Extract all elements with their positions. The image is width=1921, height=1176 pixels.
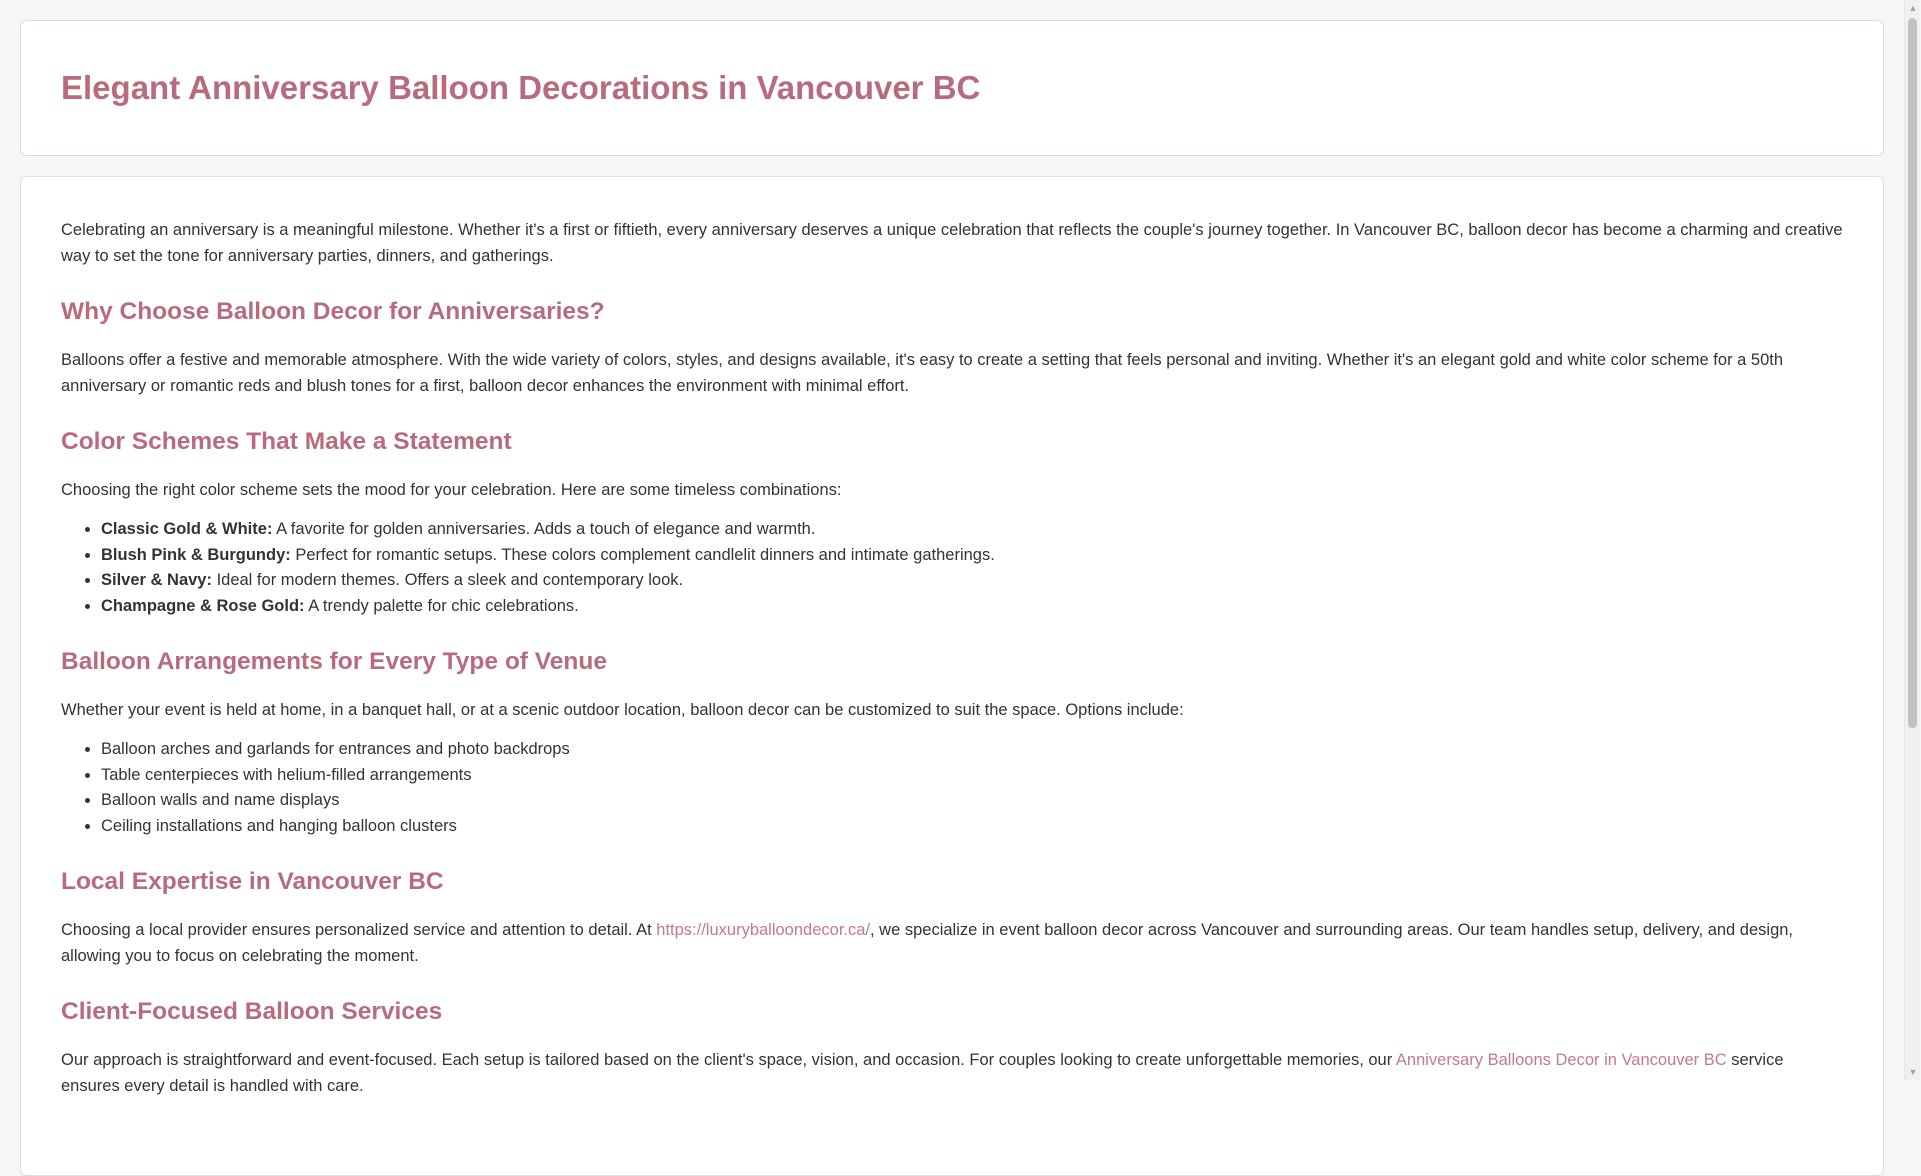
list-item-label: Champagne & Rose Gold: — [101, 596, 305, 615]
text-segment: Our approach is straightforward and event-focused. Each setup is tailored based on the client's space, vision, and occasion. For couples looking to create unforgettable memories, our — [61, 1051, 1396, 1069]
header-card — [20, 20, 1884, 156]
text-segment: Choosing a local provider ensures personalized service and attention to detail. At — [61, 921, 657, 939]
luxuryballoondecor-link[interactable]: https://luxuryballoondecor.ca/ — [656, 921, 870, 939]
list-item: • Balloon walls and name displays — [101, 788, 1843, 814]
list-item-text: Perfect for romantic setups. These colors complement candlelit dinners and intimate gatherings. — [290, 545, 995, 564]
vertical-scrollbar[interactable] — [1904, 0, 1920, 1080]
list-item-text: A favorite for golden anniversaries. Adds a touch of elegance and warmth. — [272, 520, 816, 538]
venue-options-list — [61, 737, 1843, 839]
color-scheme-list — [61, 517, 1843, 619]
scrollbar-thumb[interactable] — [1908, 18, 1917, 728]
page-title: Elegant Anniversary Balloon Decorations in Vancouver BC — [61, 69, 981, 106]
scroll-down-arrow-icon[interactable]: ▼ — [1908, 1067, 1918, 1077]
section-text-why: Balloons offer a festive and memorable atmosphere. With the wide variety of colors, styles, and designs available, it's easy to create a setting that feels personal and inviting. Whether it's an elegant gold and white color scheme for a 50th anniversary or romantic reds and blush tones for a first, balloon decor enhances the environment with minimal effort. — [61, 351, 1784, 395]
text-segment: service ensures every detail is handled with care. — [61, 1051, 1784, 1095]
list-item-label: Silver & Navy: — [101, 571, 212, 589]
list-item: • Ceiling installations and hanging balloon clusters — [101, 814, 1843, 840]
section-text-client — [61, 1047, 1843, 1099]
list-item: • Balloon arches and garlands for entrances and photo backdrops — [101, 737, 1843, 763]
list-item: • Table centerpieces with helium-filled arrangements — [101, 763, 1843, 789]
list-item — [101, 517, 1843, 543]
list-item-label: Blush Pink & Burgundy: — [101, 545, 291, 564]
anniversary-balloons-link[interactable]: Anniversary Balloons Decor in Vancouver BC — [1395, 1051, 1727, 1069]
list-item — [101, 568, 1843, 594]
section-heading-client: Client-Focused Balloon Services — [61, 998, 443, 1025]
section-heading-why: Why Choose Balloon Decor for Anniversaries? — [61, 298, 605, 325]
list-item-text: A trendy palette for chic celebrations. — [304, 596, 579, 615]
list-item — [101, 594, 1843, 620]
section-text-colors: Choosing the right color scheme sets the mood for your celebration. Here are some timeless combinations: — [61, 481, 842, 499]
intro-paragraph: Celebrating an anniversary is a meaningful milestone. Whether it's a first or fiftieth, every anniversary deserves a unique celebration that reflects the couple's journey together. In Vancouver BC, balloon decor has become a charming and creative way to set the tone for anniversary parties, dinners, and gatherings. — [61, 221, 1843, 265]
section-heading-venues: Balloon Arrangements for Every Type of Venue — [61, 648, 607, 675]
article-card — [20, 176, 1884, 1176]
text-segment: , we specialize in event balloon decor across Vancouver and surrounding areas. Our team handles setup, delivery, and design, allowing you to focus on celebrating the moment. — [61, 921, 1794, 965]
section-heading-colors: Color Schemes That Make a Statement — [61, 428, 512, 455]
list-item-label: Classic Gold & White: — [101, 520, 273, 538]
list-item — [101, 543, 1843, 569]
scroll-up-arrow-icon[interactable]: ▲ — [1908, 3, 1918, 13]
list-item-text: Ideal for modern themes. Offers a sleek and contemporary look. — [211, 571, 684, 589]
section-heading-local: Local Expertise in Vancouver BC — [61, 868, 444, 895]
section-text-local — [61, 917, 1843, 969]
section-text-venues: Whether your event is held at home, in a banquet hall, or at a scenic outdoor location, balloon decor can be customized to suit the space. Options include: — [61, 701, 1184, 719]
